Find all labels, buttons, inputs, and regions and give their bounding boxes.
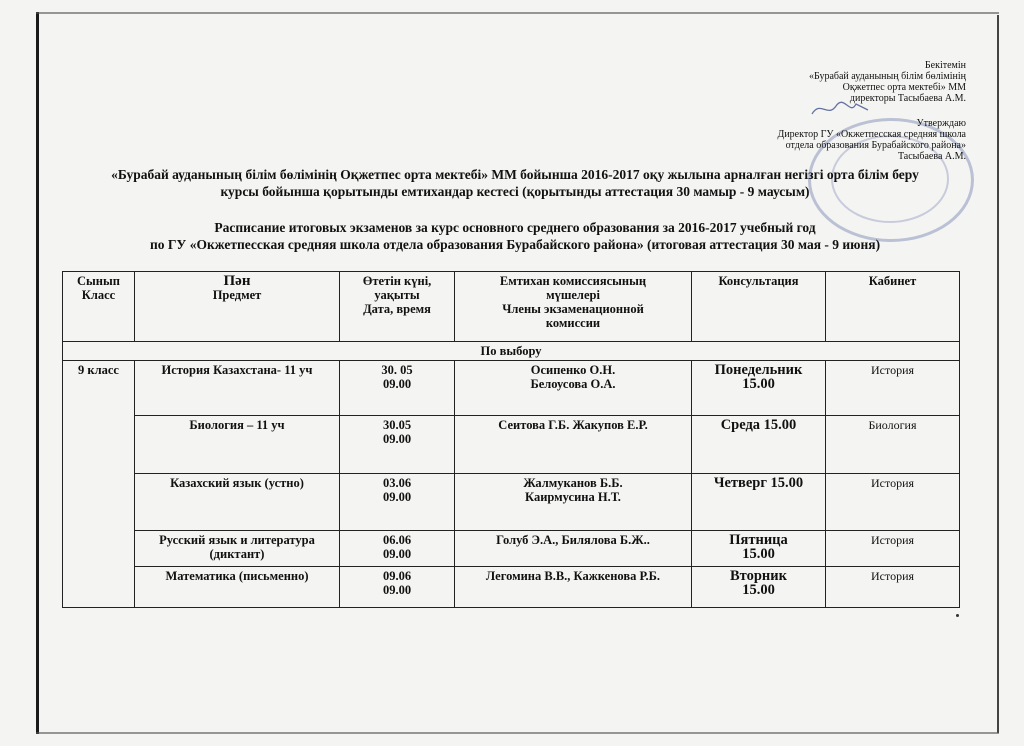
- scan-dot: [956, 614, 959, 617]
- header-consultation: Консультация: [692, 272, 826, 342]
- document-title-kz: [50, 166, 980, 200]
- subject-cell: [135, 531, 340, 567]
- commission-line: Осипенко О.Н.: [530, 363, 616, 377]
- header-date-ru: Дата, время: [363, 302, 431, 316]
- exam-schedule-table: [62, 271, 960, 608]
- subject-line: Казахский язык (устно): [170, 476, 304, 490]
- cabinet-cell: История: [826, 361, 960, 416]
- date-cell: [340, 531, 455, 567]
- consultation-time: 15.00: [742, 376, 775, 392]
- approval-kz-line1: Бекітемін: [924, 60, 966, 71]
- consultation-day: Понедельник: [714, 362, 803, 378]
- commission-line: Белоусова О.А.: [530, 377, 616, 391]
- subject-line: Биология – 11 уч: [189, 418, 285, 432]
- title-kz-line2: курсы бойынша қорытынды емтихандар кестесі (қорытынды аттестация 30 мамыр - 9 маусым): [220, 184, 810, 199]
- approval-ru-line2: Директор ГУ «Окжетпесская средняя школа: [777, 129, 966, 140]
- date-line: 09.06: [382, 569, 412, 583]
- approval-kz-line2: «Бурабай ауданының білім бөлімінің: [808, 71, 966, 82]
- date-line: 03.06: [382, 476, 412, 490]
- approval-ru-line1: Утверждаю: [916, 118, 966, 129]
- date-cell: [340, 474, 455, 531]
- date-line: 30.05: [382, 418, 412, 432]
- scan-border-bottom: [36, 732, 999, 734]
- subject-line: История Казахстана- 11 уч: [161, 363, 313, 377]
- approval-kz-line4: директоры Тасыбаева А.М.: [849, 93, 966, 104]
- header-subject-ru: Предмет: [212, 288, 262, 302]
- time-line: 09.00: [382, 547, 412, 561]
- title-kz-line1: «Бурабай ауданының білім бөлімінің Оқжетпес орта мектебі» ММ бойынша 2016-2017 оқу жылына арналған негізгі орта білім беру: [111, 167, 919, 182]
- subject-cell: [135, 361, 340, 416]
- consultation-day: Вторник: [730, 568, 787, 584]
- consultation-cell: [692, 416, 826, 474]
- header-date-kz1: Өтетін күні,: [362, 274, 432, 288]
- title-ru-line1: Расписание итоговых экзаменов за курс основного среднего образования за 2016-2017 учебный год: [214, 220, 816, 235]
- table-row: [63, 416, 960, 474]
- group-row: [63, 342, 960, 361]
- date-line: 30. 05: [381, 363, 413, 377]
- table-row: [63, 474, 960, 531]
- cabinet-cell: История: [826, 567, 960, 608]
- consultation-cell: [692, 567, 826, 608]
- title-ru-line2: по ГУ «Окжетпесская средняя школа отдела образования Бурабайского района» (итоговая аттестация 30 мая - 9 июня): [149, 237, 881, 252]
- table-header-row: [63, 272, 960, 342]
- time-line: 09.00: [382, 377, 412, 391]
- header-class-kz: Сынып: [77, 274, 120, 288]
- consultation-day: Четверг 15.00: [713, 475, 804, 491]
- subject-line: Русский язык и литература: [159, 533, 315, 547]
- date-line: 06.06: [382, 533, 412, 547]
- commission-line: Жалмуканов Б.Б.: [523, 476, 623, 490]
- subject-cell: [135, 567, 340, 608]
- header-commission-kz2: мүшелері: [546, 288, 600, 302]
- header-subject: [135, 272, 340, 342]
- approval-block-kz: [660, 60, 966, 104]
- cabinet-cell: История: [826, 531, 960, 567]
- table-row: [63, 361, 960, 416]
- time-line: 09.00: [382, 432, 412, 446]
- header-subject-kz: Пән: [223, 273, 251, 289]
- approval-block-ru: [640, 118, 966, 162]
- subject-line: (диктант): [209, 547, 265, 561]
- document-title-ru: [50, 219, 980, 253]
- consultation-cell: [692, 361, 826, 416]
- header-commission-ru1: Члены экзаменационной: [502, 302, 644, 316]
- consultation-time: 15.00: [742, 546, 775, 562]
- header-commission: [455, 272, 692, 342]
- consultation-cell: [692, 531, 826, 567]
- header-class: [63, 272, 135, 342]
- group-label: По выбору: [63, 342, 960, 361]
- scan-border-right: [997, 15, 999, 733]
- commission-line: Голуб Э.А., Билялова Б.Ж..: [496, 533, 650, 547]
- consultation-cell: [692, 474, 826, 531]
- subject-cell: [135, 474, 340, 531]
- scan-border-top: [36, 12, 999, 14]
- commission-line: Каирмусина Н.Т.: [525, 490, 621, 504]
- subject-cell: [135, 416, 340, 474]
- cabinet-cell: История: [826, 474, 960, 531]
- date-cell: [340, 416, 455, 474]
- time-line: 09.00: [382, 490, 412, 504]
- cabinet-cell: Биология: [826, 416, 960, 474]
- header-date-kz2: уақыты: [374, 288, 420, 302]
- header-commission-ru2: комиссии: [545, 316, 601, 330]
- approval-ru-line4: Тасыбаева А.М.: [897, 151, 966, 162]
- commission-cell: [455, 361, 692, 416]
- commission-line: Легомина В.В., Кажкенова Р.Б.: [485, 569, 661, 583]
- approval-kz-line3: Оқжетпес орта мектебі» ММ: [842, 82, 966, 93]
- consultation-time: 15.00: [742, 582, 775, 598]
- consultation-day: Пятница: [729, 532, 788, 548]
- consultation-day: Среда 15.00: [720, 417, 797, 433]
- scan-border-left: [36, 12, 39, 734]
- commission-cell: [455, 531, 692, 567]
- date-cell: [340, 361, 455, 416]
- subject-line: Математика (письменно): [165, 569, 309, 583]
- class-cell: 9 класс: [63, 361, 135, 608]
- header-date: [340, 272, 455, 342]
- date-cell: [340, 567, 455, 608]
- commission-cell: [455, 474, 692, 531]
- header-class-ru: Класс: [81, 288, 116, 302]
- approval-ru-line3: отдела образования Бурабайского района»: [785, 140, 966, 151]
- commission-line: Сеитова Г.Б. Жакупов Е.Р.: [498, 418, 648, 432]
- table-row: [63, 531, 960, 567]
- header-cabinet: Кабинет: [826, 272, 960, 342]
- header-commission-kz1: Емтихан комиссиясының: [499, 274, 647, 288]
- table-row: [63, 567, 960, 608]
- commission-cell: [455, 567, 692, 608]
- time-line: 09.00: [382, 583, 412, 597]
- commission-cell: [455, 416, 692, 474]
